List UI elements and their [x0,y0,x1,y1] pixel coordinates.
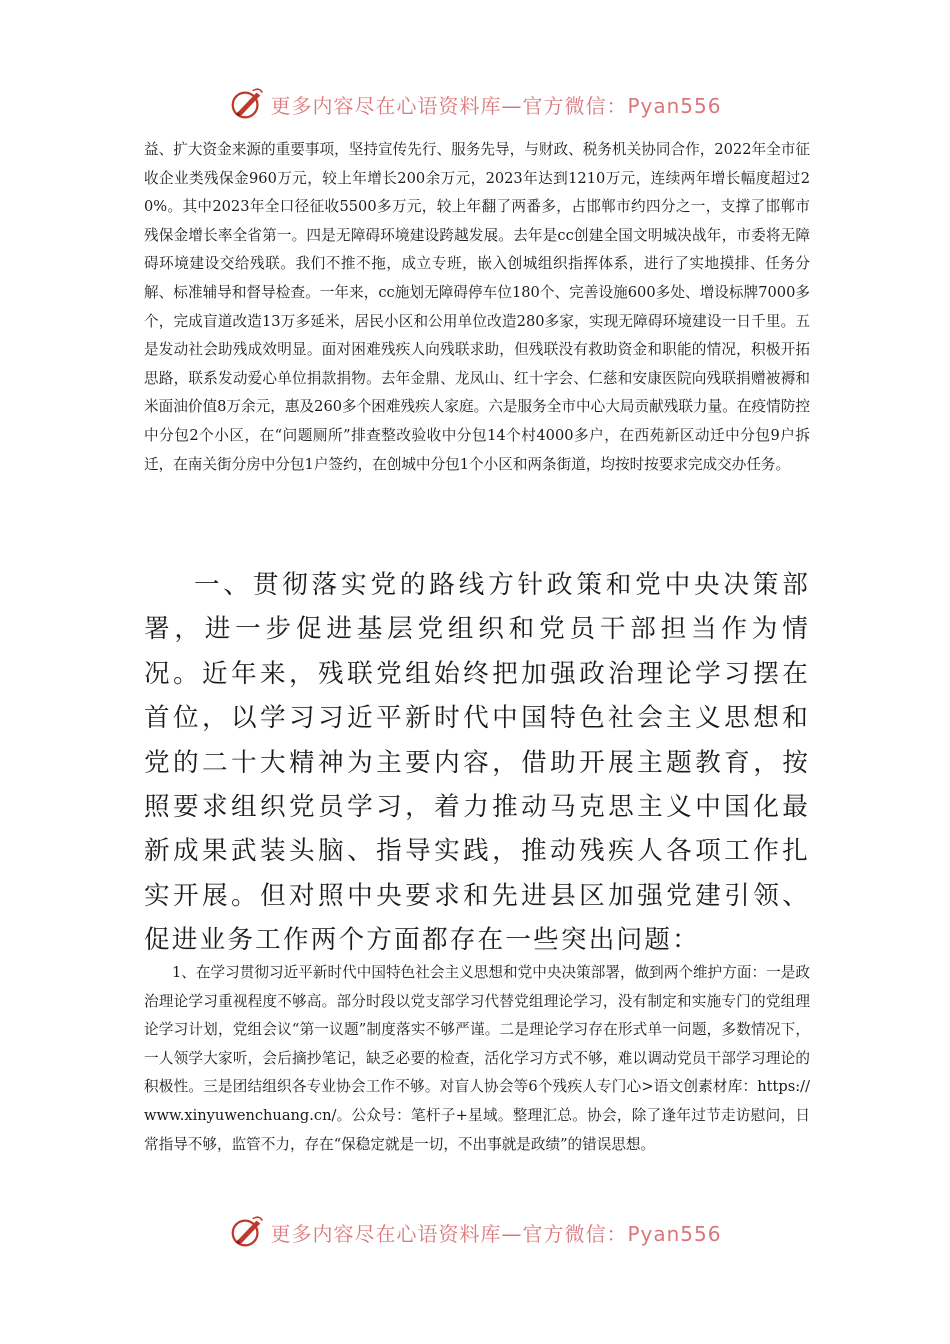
section-heading-paragraph: 一、贯彻落实党的路线方针政策和党中央决策部署，进一步促进基层党组织和党员干部担当作为情况。近年来，残联党组始终把加强政治理论学习摆在首位，以学习习近平新时代中国特色社会主义思想和党的二十大精神为主要内容，借助开展主题教育，按照要求组织党员学习，着力推动马克思主义中国化最新成果武装头脑、指导实践，推动残疾人各项工作扎实开展。但对照中央要求和先进县区加强党建引领、促进业务工作两个方面都存在一些突出问题： [144,570,810,956]
watermark-header [0,82,950,126]
watermark-footer [0,1210,950,1254]
pen-logo-icon [228,85,266,123]
body-paragraph-item-1: 1、在学习贯彻习近平新时代中国特色社会主义思想和党中央决策部署，做到两个维护方面：一是政治理论学习重视程度不够高。部分时段以党支部学习代替党组理论学习，没有制定和实施专门的党组理论学习计划，党组会议“第一议题”制度落实不够严谨。二是理论学习存在形式单一问题，多数情况下，一人领学大家听，会后摘抄笔记，缺乏必要的检查，活化学习方式不够，难以调动党员干部学习理论的积极性。三是团结组织各专业协会工作不够。对盲人协会等6个残疾人专门心>语文创素材库：https://www.xinyuwenchuang.cn/。公众号：笔杆子+星域。整理汇总。协会，除了逢年过节走访慰问，日常指导不够，监管不力，存在“保稳定就是一切，不出事就是政绩”的错误思想。 [144,964,810,1153]
watermark-text: 更多内容尽在心语资料库—官方微信：Pyan556 [270,93,722,118]
pen-logo-icon [228,1213,266,1251]
body-paragraph-continuation: 益、扩大资金来源的重要事项，坚持宣传先行、服务先导，与财政、税务机关协同合作，2022年全市征收企业类残保金960万元，较上年增长200余万元，2023年达到1210万元，连续两年增长幅度超过20%。其中2023年全口径征收5500多万元，较上年翻了两番多，占邯郸市约四分之一，支撑了邯郸市残保金增长率全省第一。四是无障碍环境建设跨越发展。去年是cc创建全国文明城决战年，市委将无障碍环境建设交给残联。我们不推不拖，成立专班，嵌入创城组织指挥体系，进行了实地摸排、任务分解、标准辅导和督导检查。一年来，cc施划无障碍停车位180个、完善设施600多处、增设标牌7000多个，完成盲道改造13万多延米，居民小区和公用单位改造280多家，实现无障碍环境建设一日千里。五是发动社会助残成效明显。面对困难残疾人向残联求助，但残联没有救助资金和职能的情况，积极开拓思路，联系发动爱心单位捐款捐物。去年金鼎、龙凤山、红十字会、仁慈和安康医院向残联捐赠被褥和米面油价值8万余元，惠及260多个困难残疾人家庭。六是服务全市中心大局贡献残联力量。在疫情防控中分包2个小区，在“问题厕所”排查整改验收中分包14个村4000多户，在西苑新区动迁中分包9户拆迁，在南关街分房中分包1户签约，在创城中分包1个小区和两条街道，均按时按要求完成交办任务。 [144,141,810,473]
watermark-text: 更多内容尽在心语资料库—官方微信：Pyan556 [270,1221,722,1246]
